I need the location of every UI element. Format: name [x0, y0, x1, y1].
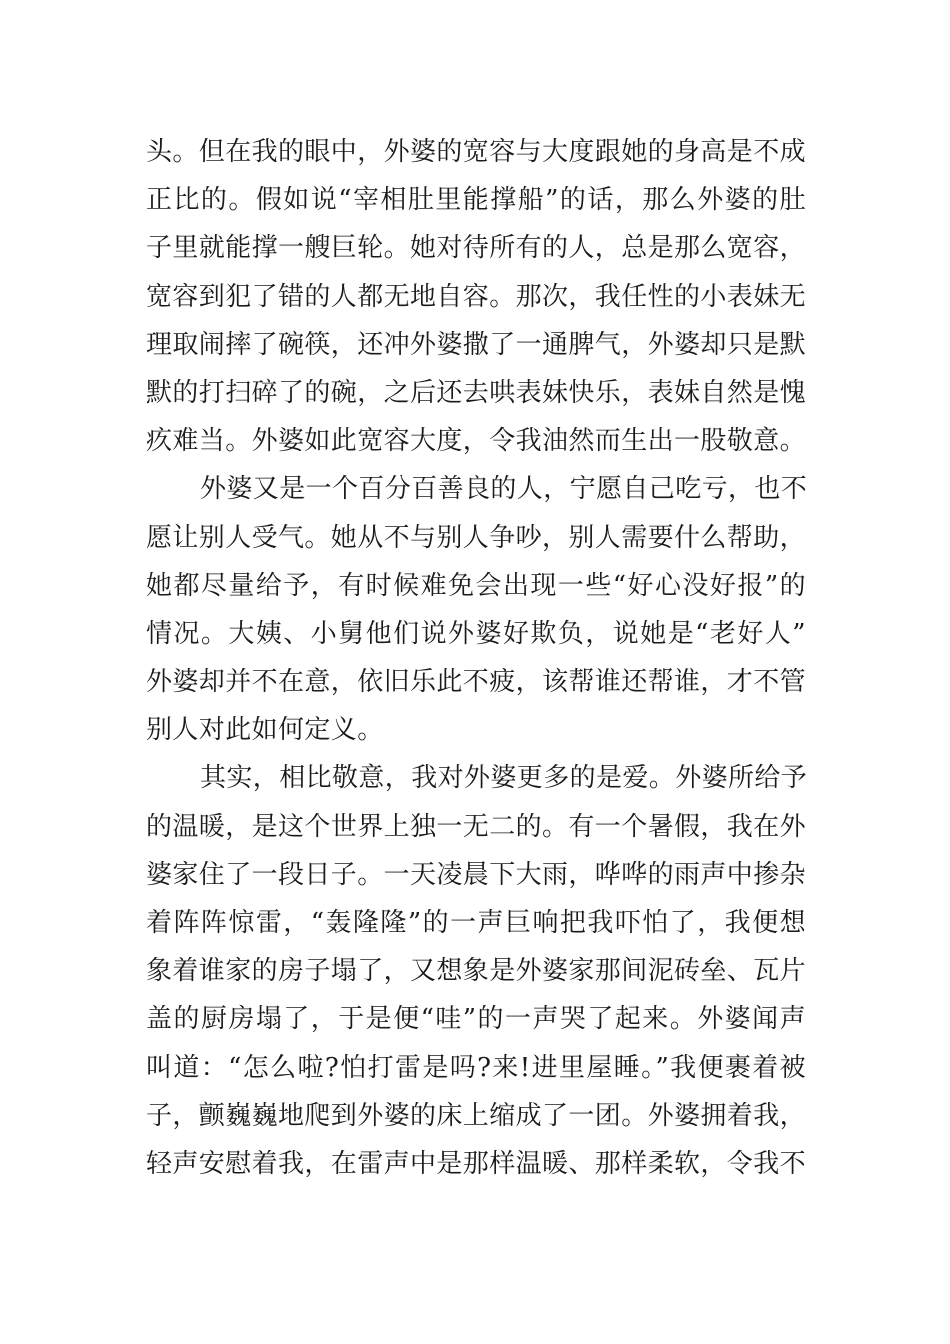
- text-line: 着阵阵惊雷，“轰隆隆”的一声巨响把我吓怕了，我便想: [146, 908, 806, 938]
- text-line: 理取闹摔了碗筷，还冲外婆撒了一通脾气，外婆却只是默: [146, 329, 807, 360]
- text-line: 外婆却并不在意，依旧乐此不疲，该帮谁还帮谁，才不管: [146, 667, 807, 698]
- text-line: 叫道：“怎么啦?怕打雷是吗?来!进里屋睡。”我便裹着被: [146, 1052, 806, 1083]
- text-line: 情况。大姨、小舅他们说外婆好欺负，说她是“老好人”: [146, 618, 806, 649]
- text-line: 别人对此如何定义。: [146, 715, 384, 746]
- text-line: 轻声安慰着我，在雷声中是那样温暖、那样柔软，令我不: [146, 1148, 807, 1179]
- text-line: 婆家住了一段日子。一天凌晨下大雨，哗哗的雨声中掺杂: [146, 859, 807, 890]
- text-line: 默的打扫碎了的碗，之后还去哄表妹快乐，表妹自然是愧: [146, 377, 807, 408]
- text-line: 的温暖，是这个世界上独一无二的。有一个暑假，我在外: [146, 811, 807, 842]
- text-line: 愿让别人受气。她从不与别人争吵，别人需要什么帮助，: [146, 522, 807, 553]
- body-text: [146, 128, 806, 1188]
- text-line: 正比的。假如说“宰相肚里能撑船”的话，那么外婆的肚: [146, 185, 806, 216]
- text-line: 子里就能撑一艘巨轮。她对待所有的人，总是那么宽容，: [146, 233, 807, 264]
- paragraph-first-line: 其实，相比敬意，我对外婆更多的是爱。外婆所给予: [200, 763, 808, 794]
- text-line: 头。但在我的眼中，外婆的宽容与大度跟她的身高是不成: [146, 137, 807, 167]
- text-line: 她都尽量给予，有时候难免会出现一些“好心没好报”的: [146, 570, 806, 601]
- text-line: 盖的厨房塌了，于是便“哇”的一声哭了起来。外婆闻声: [146, 1004, 806, 1035]
- paragraph-first-line: 外婆又是一个百分百善良的人，宁愿自己吃亏，也不: [200, 474, 808, 505]
- text-line: 宽容到犯了错的人都无地自容。那次，我任性的小表妹无: [146, 281, 807, 312]
- text-line: 象着谁家的房子塌了，又想象是外婆家那间泥砖垒、瓦片: [146, 956, 807, 987]
- text-line: 子，颤巍巍地爬到外婆的床上缩成了一团。外婆拥着我，: [146, 1100, 807, 1131]
- text-line: 疚难当。外婆如此宽容大度，令我油然而生出一股敬意。: [146, 426, 807, 457]
